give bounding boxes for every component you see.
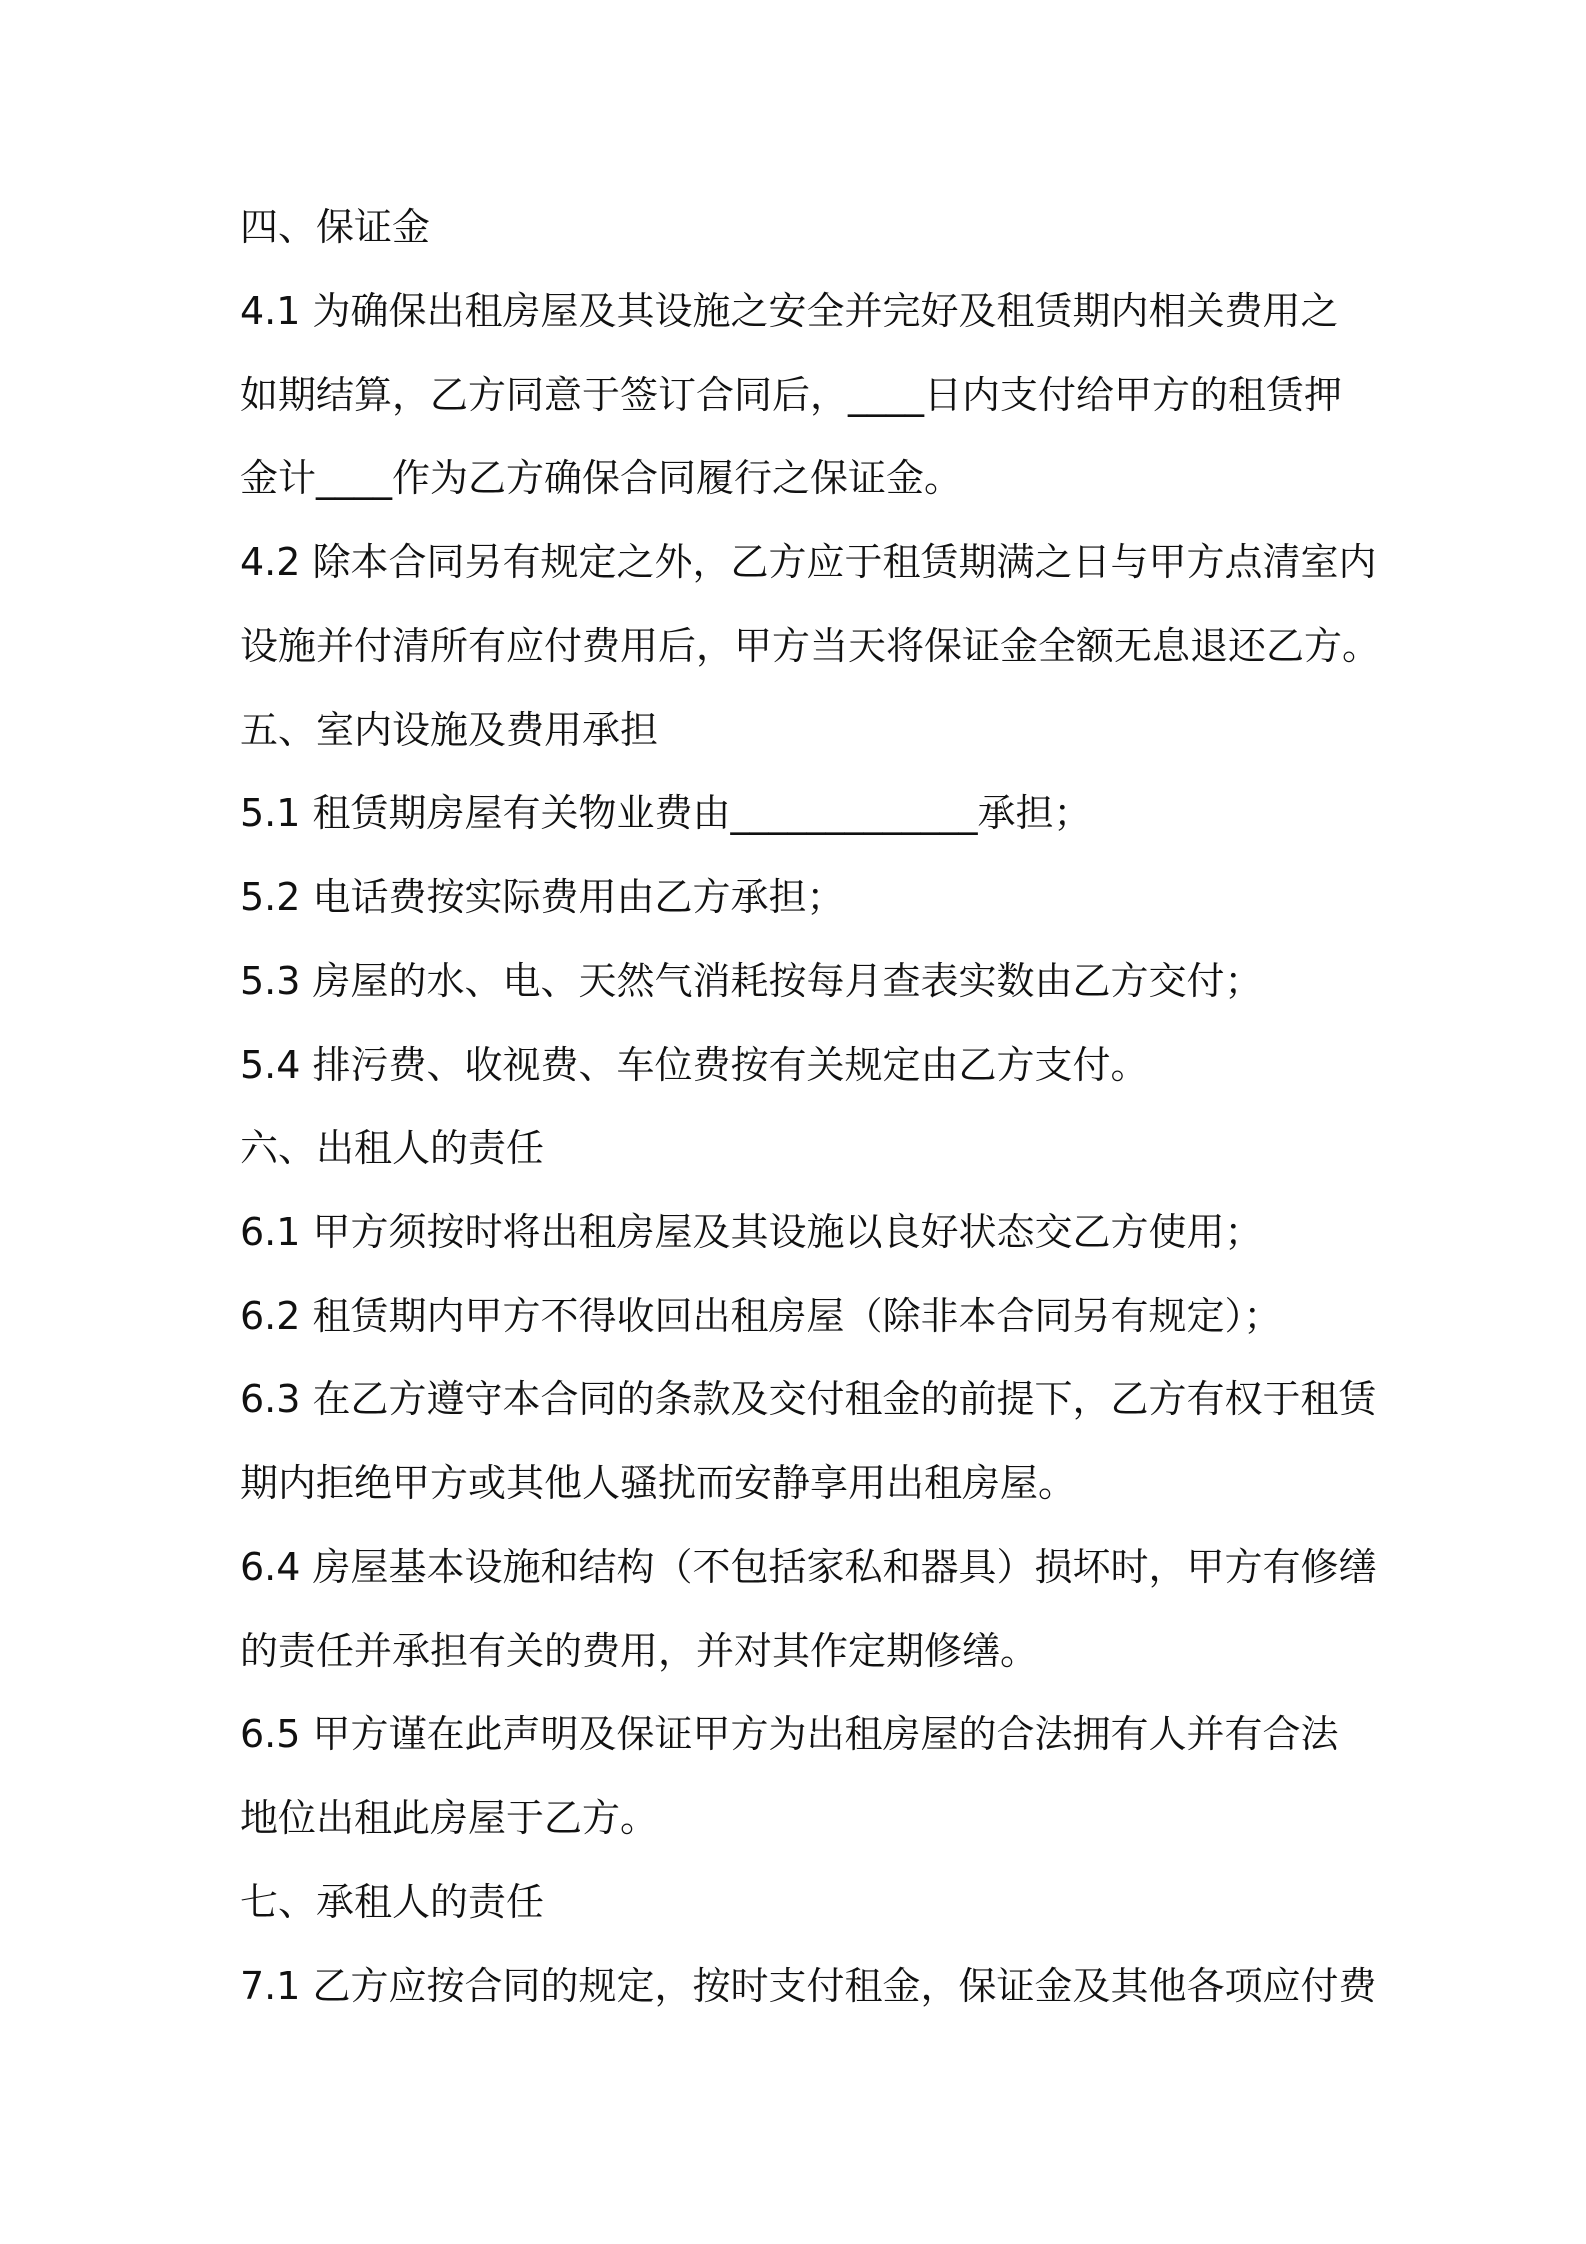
clause-6-3-line-2: 期内拒绝甲方或其他人骚扰而安静享用出租房屋。	[240, 1461, 1077, 1505]
clause-6-2: 6.2 租赁期内甲方不得收回出租房屋（除非本合同另有规定）；	[240, 1294, 1282, 1338]
clause-5-1: 5.1 租赁期房屋有关物业费由_____________承担；	[240, 791, 1092, 835]
clause-6-3-line-1: 6.3 在乙方遵守本合同的条款及交付租金的前提下，乙方有权于租赁	[240, 1377, 1377, 1421]
clause-6-5-line-1: 6.5 甲方谨在此声明及保证甲方为出租房屋的合法拥有人并有合法	[240, 1712, 1339, 1756]
clause-6-4-line-1: 6.4 房屋基本设施和结构（不包括家私和器具）损坏时，甲方有修缮	[240, 1545, 1377, 1589]
clause-4-2-line-1: 4.2 除本合同另有规定之外，乙方应于租赁期满之日与甲方点清室内	[240, 540, 1377, 584]
clause-4-2-line-2: 设施并付清所有应付费用后，甲方当天将保证金全额无息退还乙方。	[240, 624, 1381, 668]
clause-4-1-line-2: 如期结算，乙方同意于签订合同后，____日内支付给甲方的租赁押	[240, 373, 1343, 417]
clause-6-1: 6.1 甲方须按时将出租房屋及其设施以良好状态交乙方使用；	[240, 1210, 1263, 1254]
clause-4-1-line-1: 4.1 为确保出租房屋及其设施之安全并完好及租赁期内相关费用之	[240, 289, 1339, 333]
section-heading-lessor-duties: 六、出租人的责任	[240, 1126, 545, 1170]
section-heading-lessee-duties: 七、承租人的责任	[240, 1880, 545, 1924]
section-heading-deposit: 四、保证金	[240, 205, 431, 249]
clause-5-3: 5.3 房屋的水、电、天然气消耗按每月查表实数由乙方交付；	[240, 959, 1263, 1003]
clause-4-1-line-3: 金计____作为乙方确保合同履行之保证金。	[240, 456, 963, 500]
clause-6-5-line-2: 地位出租此房屋于乙方。	[240, 1796, 659, 1840]
section-heading-facilities-costs: 五、室内设施及费用承担	[240, 708, 659, 752]
clause-6-4-line-2: 的责任并承担有关的费用，并对其作定期修缮。	[240, 1629, 1039, 1673]
clause-5-4: 5.4 排污费、收视费、车位费按有关规定由乙方支付。	[240, 1043, 1149, 1087]
clause-5-2: 5.2 电话费按实际费用由乙方承担；	[240, 875, 845, 919]
clause-7-1-line-1: 7.1 乙方应按合同的规定，按时支付租金，保证金及其他各项应付费	[240, 1964, 1377, 2008]
